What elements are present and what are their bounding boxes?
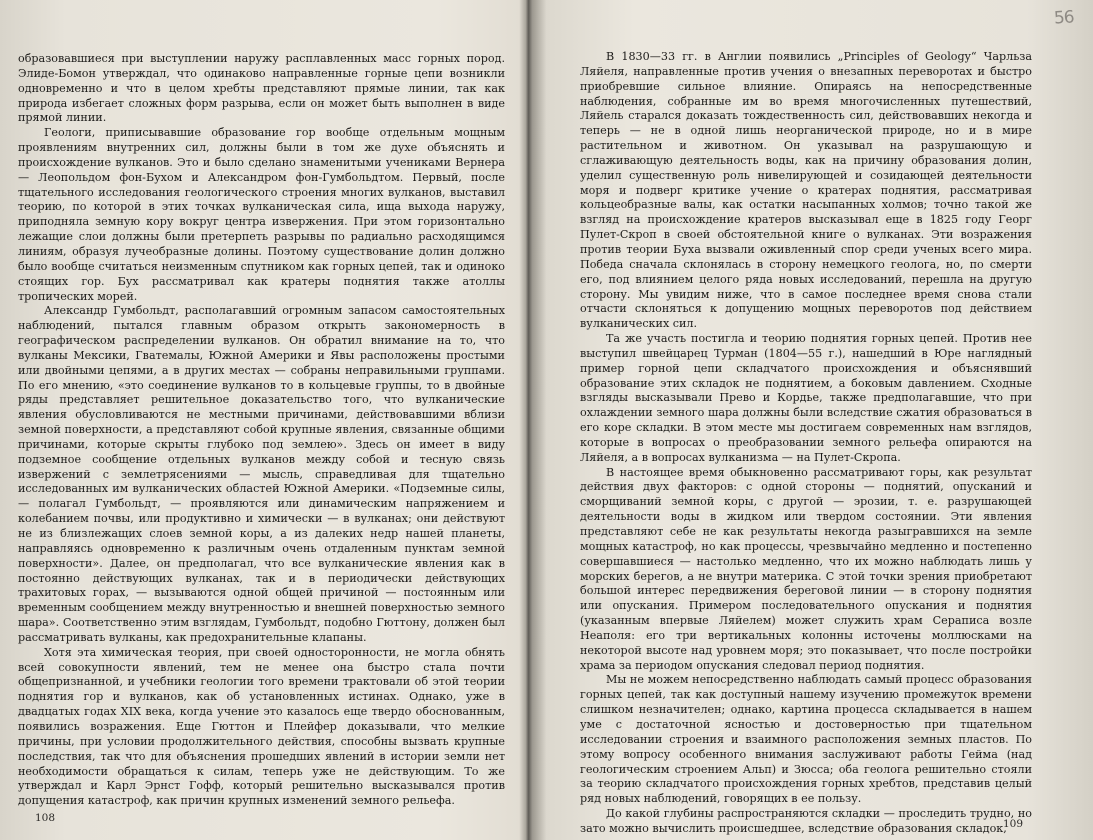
paragraph: Хотя эта химическая теория, при своей односторонности, не могла обнять всей совокупности явлений, тем не менее она быстро стала почти общепризнанной, и учебники геологии того времени трактовали об этой теории поднятия гор и вулканов, как об установленных истинах. Однако, уже в двадцатых годах XIX века, когда учение это казалось еще твердо обоснованным, появились возражения. Еще Гюттон и Плейфер доказывали, что мелкие причины, при условии продолжительного действия, способны вызвать крупные последствия, так что для объяснения прошедших явлений в истории земли нет необходимости обращаться к силам, теперь уже не действующим. То же утверждал и Карл Эрнст Гофф, который решительно высказывался против допущения катастроф, как причин крупных изменений земного рельефа. [18, 645, 505, 808]
left-page [18, 52, 505, 809]
paragraph: В 1830—33 гг. в Англии появились „Principles of Geology“ Чарльза Ляйеля, направленные против учения о внезапных переворотах и быстро приобревшие сильное влияние. Опираясь на непосредственные наблюдения, собранные им во время многочисленных путешествий, Ляйель старался доказать тождественность сил, действовавших некогда и теперь — не в одной лишь неорганической природе, но и в мире растительном и животном. Он указывал на разрушающую и сглаживающую деятельность воды, как на причину образования долин, уделил существенную роль нивелирующей и созидающей деятельности моря и подверг критике учение о кратерах поднятия, рассматривая кольцеобразные валы, как остатки насыпанных холмов; точно такой же взгляд на происхождение кратеров высказывал еще в 1825 году Георг Пулет-Скроп в своей обстоятельной книге о вулканах. Эти возражения против теории Буха вызвали оживленный спор среди ученых всего мира. Победа сначала склонялась в сторону немецкого геолога, но, по смерти его, под влиянием целого ряда новых исследований, перешла на другую сторону. Мы увидим ниже, что в самое последнее время снова стали отчасти склоняться к допущению мощных переворотов под действием вулканических сил. [580, 50, 1032, 331]
page-number-right: 109 [1003, 818, 1024, 830]
pencil-page-mark: 56 [1053, 7, 1075, 29]
paragraph: образовавшиеся при выступлении наружу расплавленных масс горных пород. Элиде-Бомон утверждал, что одинаково направленные горные цепи возникли одновременно и что в целом хребты представляют прямые линии, так как природа избегает сложных форм разрыва, если он может быть выполнен в виде прямой линии. [18, 52, 505, 125]
right-page [580, 50, 1032, 837]
paragraph: До какой глубины распространяются складки — проследить трудно, но зато можно вычислить происшедшее, вследствие образования складок, [580, 807, 1032, 835]
paragraph: В настоящее время обыкновенно рассматривают горы, как результат действия двух факторов: с одной стороны — поднятий, опусканий и сморщиваний земной коры, с другой — эрозии, т. е. разрушающей деятельности воды в жидком или твердом состоянии. Эти явления представляют себе не как результаты некогда разыгравшихся на земле мощных катастроф, но как процессы, чрезвычайно медленно и постепенно совершавшиеся — настолько медленно, что их можно наблюдать лишь у морских берегов, а не внутри материка. С этой точки зрения приобретают большой интерес передвижения береговой линии — в сторону поднятия или опускания. Примером последовательного опускания и поднятия (указанным впервые Ляйелем) может служить храм Сераписа возле Неаполя: его три вертикальных колонны источены моллюсками на некоторой высоте над уровнем моря; это показывает, что после постройки храма за периодом опускания следовал период поднятия. [580, 465, 1032, 672]
paragraph: Геологи, приписывавшие образование гор вообще отдельным мощным проявлениям внутренних сил, должны были в том же духе объяснять и происхождение вулканов. Это и было сделано знаменитыми учениками Вернера — Леопольдом фон-Бухом и Александром фон-Гумбольдтом. Первый, после тщательного исследования геологического строения многих вулканов, выставил теорию, по которой в этих точках вулканическая сила, ища выхода наружу, приподняла земную кору вокруг центра извержения. При этом горизонтально лежащие слои должны были претерпеть разрывы по радиально расходящимся линиям, образуя лучеобразные долины. Поэтому существование долин должно было вообще считаться неизменным спутником как горных цепей, так и одиноко стоящих гор. Бух рассматривал как кратеры поднятия также атоллы тропических морей. [18, 126, 505, 303]
paragraph: Александр Гумбольдт, располагавший огромным запасом самостоятельных наблюдений, пытался главным образом открыть закономерность в географическом распределении вулканов. Он обратил внимание на то, что вулканы Мексики, Гватемалы, Южной Америки и Явы расположены простыми или двойными цепями, а в других местах — собраны неправильными группами. По его мнению, «это соединение вулканов то в кольцевые группы, то в двойные ряды представляет решительное доказательство того, что вулканические явления обусловливаются не местными причинами, действовавшими вблизи земной поверхности, а представляют собой крупные явления, связанные общими причинами, которые скрыты глубоко под землею». Здесь он имеет в виду подземное сообщение отдельных вулканов между собой и тесную связь извержений с землетрясениями — мысль, справедливая для тщательно исследованных им вулканических областей Южной Америки. «Подземные силы, — полагал Гумбольдт, — проявляются или динамическим напряжением и колебанием почвы, или продуктивно и химически — в вулканах; они действуют не из близлежащих слоев земной коры, а из далеких недр нашей планеты, направляясь одновременно к различным очень отдаленным пунктам земной поверхности». Далее, он предполагал, что все вулканические явления как в постоянно действующих вулканах, так и в периодически действующих трахитовых горах, — вызываются одной общей причиной — постоянным или временным сообщением между внутренностью и внешней поверхностью земного шара». Соответственно этим взглядам, Гумбольдт, подобно Гюттону, должен был рассматривать вулканы, как предохранительные клапаны. [18, 304, 505, 644]
page-number-left: 108 [35, 812, 56, 824]
paragraph: Мы не можем непосредственно наблюдать самый процесс образования горных цепей, так как доступный нашему изучению промежуток времени слишком незначителен; однако, картина процесса складывается в нашем уме с достаточной ясностью и достоверностью при тщательном исследовании строения и взаимного расположения земных пластов. По этому вопросу особенного внимания заслуживают работы Гейма (над геологическим строением Альп) и Зюсса; оба геолога решительно стояли за теорию складчатого происхождения горных хребтов, представив целый ряд новых наблюдений, говорящих в ее пользу. [580, 673, 1032, 806]
paragraph: Та же участь постигла и теорию поднятия горных цепей. Против нее выступил швейцарец Турман (1804—55 г.), нашедший в Юре наглядный пример горной цепи складчатого происхождения и объяснявший образование этих складок не поднятием, а боковым давлением. Сходные взгляды высказывали Прево и Кордье, также предполагавшие, что при охлаждении земного шара должны были вследствие сжатия образоваться в его коре складки. В этом месте мы достигаем современных нам взглядов, которые в вопросах о преобразовании земного рельефа опираются на Ляйеля, а в вопросах вулканизма — на Пулет-Скропа. [580, 332, 1032, 464]
